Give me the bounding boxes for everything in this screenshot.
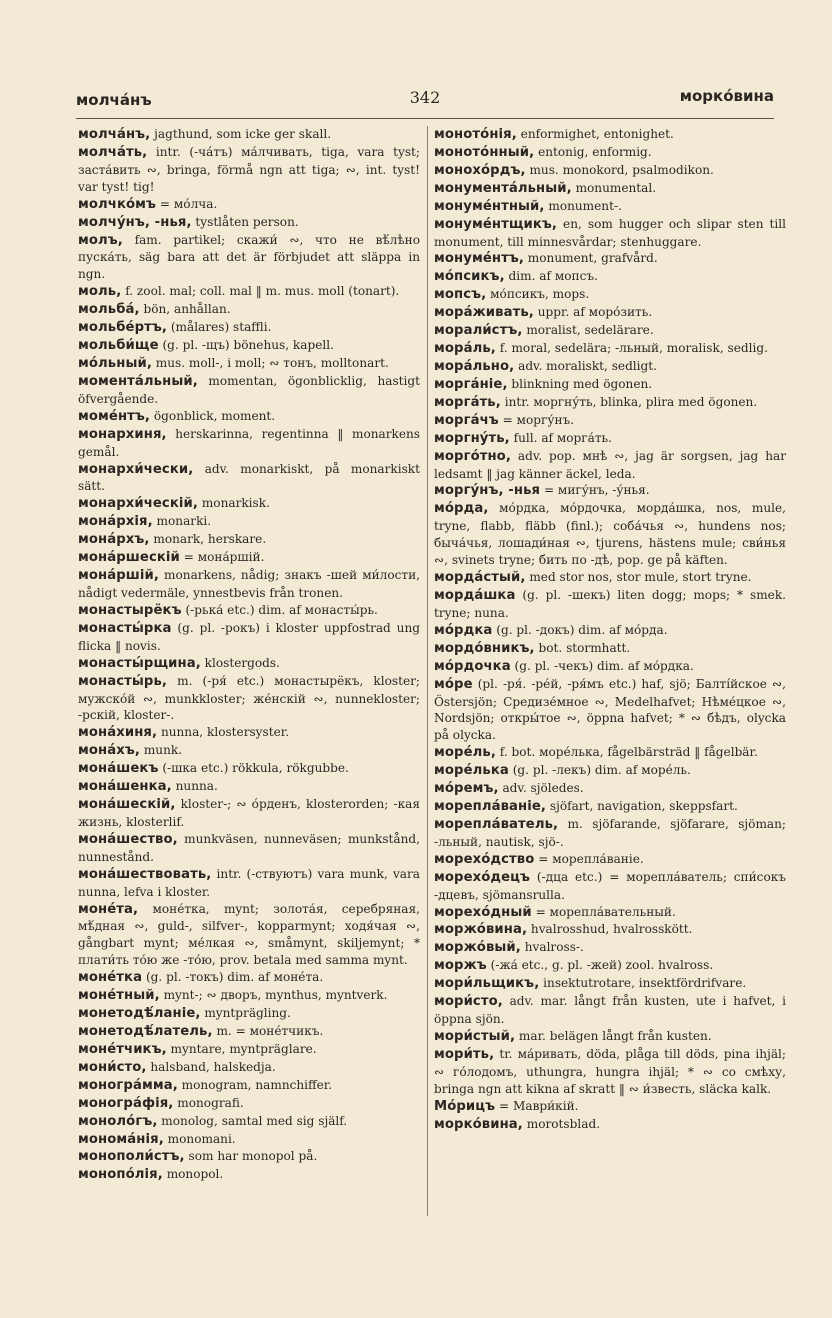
entry-definition: monolog, samtal med sig själf.: [157, 1113, 348, 1128]
entry-definition: = моргу́нъ.: [498, 412, 575, 427]
entry-headword: моржъ: [434, 958, 487, 974]
entry-headword: монархи́ческій,: [78, 496, 198, 512]
entry-headword: моногра́мма,: [78, 1077, 178, 1093]
dictionary-entry: [434, 798, 786, 816]
entry-definition: (g. pl. -чекъ) dim. af мо́рдка.: [510, 658, 694, 673]
dictionary-entry: [434, 957, 786, 975]
dictionary-entry: [78, 126, 420, 144]
entry-definition: momentan, ögonblicklig, hastigt öfvergående.: [78, 373, 420, 406]
entry-headword: монуме́нтщикъ,: [434, 216, 558, 232]
dictionary-entry: [434, 430, 786, 448]
page-header: [76, 84, 774, 119]
entry-definition: hvalrosshud, hvalrosskött.: [527, 922, 693, 937]
entry-headword: морга́ніе,: [434, 376, 508, 392]
entry-headword: моноло́гъ,: [78, 1113, 158, 1129]
entry-headword: моногра́фія,: [78, 1095, 174, 1111]
entry-headword: мона́шествовать,: [78, 866, 212, 882]
entry-definition: adv. mar. långt från kusten, ute i hafvet, i öppna sjön.: [434, 994, 786, 1027]
entry-headword: мона́хиня,: [78, 725, 158, 741]
header-last-word: морко́вина: [679, 87, 774, 105]
entry-headword: монархиня,: [78, 426, 167, 442]
dictionary-entry: [434, 358, 786, 376]
entry-headword: мо́рда,: [434, 501, 489, 517]
dictionary-entry: [78, 283, 420, 301]
left-column: [78, 126, 420, 1184]
entry-headword: монопо́лія,: [78, 1167, 163, 1183]
entry-headword: мольби́ще: [78, 338, 159, 354]
entry-definition: intr. (-ча́тъ) ма́лчивать, tiga, vara tyst; заста́вить ∾, bringa, förmå ngn att tiga; ∾, int. tyst! var tyst! tig!: [78, 144, 420, 194]
dictionary-entry: [434, 816, 786, 851]
entry-headword: мона́шенка,: [78, 779, 172, 795]
entry-headword: морга́чъ: [434, 412, 499, 428]
entry-definition: herskarinna, regentinna ‖ monarkens gemål.: [78, 426, 420, 459]
entry-headword: монетодѣ́латель,: [78, 1024, 213, 1040]
entry-definition: fam. partikel; скажи́ ∾, что не вѣ́лѣно пуска́ть, säg bara att det är förbjudet att släppa in ngn.: [78, 232, 420, 282]
entry-headword: моль,: [78, 284, 122, 300]
entry-headword: мона́хъ,: [78, 743, 140, 759]
entry-headword: мона́шекъ: [78, 761, 159, 777]
dictionary-entry: [434, 500, 786, 569]
entry-headword: моржо́вина,: [434, 922, 528, 938]
dictionary-entry: [78, 620, 420, 655]
dictionary-entry: [434, 1028, 786, 1046]
entry-definition: adv. pop. мнѣ ∾, jag är sorgsen, jag har ledsamt ‖ jag känner äckel, leda.: [434, 448, 786, 481]
dictionary-entry: [434, 268, 786, 286]
entry-headword: моне́тка: [78, 970, 143, 986]
dictionary-entry: [78, 373, 420, 408]
entry-definition: morotsblad.: [522, 1116, 601, 1131]
entry-headword: мона́ршескій: [78, 550, 180, 566]
entry-headword: монасты́рщина,: [78, 655, 201, 671]
entry-headword: морко́вина,: [434, 1116, 523, 1132]
dictionary-entry: [78, 513, 420, 531]
dictionary-entry: [434, 250, 786, 268]
entry-headword: морехо́дный: [434, 904, 532, 920]
dictionary-entry: [78, 232, 420, 284]
dictionary-entry: [434, 1098, 786, 1116]
entry-definition: dim. af мопсъ.: [504, 269, 598, 284]
dictionary-entry: [78, 319, 420, 337]
entry-headword: моме́нтъ,: [78, 408, 151, 424]
entry-headword: молча́нъ,: [78, 127, 151, 142]
entry-definition: mus. monokord, psalmodikon.: [525, 162, 714, 177]
entry-definition: monark, herskare.: [149, 532, 267, 547]
entry-definition: monarkens, nådig; знакъ -шей ми́лости, nådigt vedermäle, ynnestbevis från tronen.: [78, 568, 420, 600]
entry-headword: моржо́вый,: [434, 940, 521, 956]
dictionary-entry: [434, 198, 786, 216]
dictionary-entry: [434, 482, 786, 500]
dictionary-entry: [434, 676, 786, 745]
dictionary-entry: [434, 180, 786, 198]
entry-definition: = Маври́кій.: [495, 1098, 579, 1113]
entry-definition: (g. pl. -токъ) dim. af моне́та.: [142, 970, 324, 985]
entry-headword: монохо́рдъ,: [434, 162, 526, 178]
dictionary-entry: [78, 567, 420, 602]
dictionary-entry: [78, 531, 420, 549]
entry-definition: intr. моргну́ть, blinka, plira med ögonen.: [500, 394, 758, 409]
entry-definition: kloster-; ∾ о́рденъ, klosterorden; -кая жизнь, klosterlif.: [78, 797, 420, 829]
entry-headword: мо́рдка: [434, 622, 493, 638]
entry-headword: Мо́рицъ: [434, 1098, 496, 1114]
entry-headword: моне́тчикъ,: [78, 1041, 167, 1057]
dictionary-entry: [434, 993, 786, 1028]
dictionary-entry: [434, 921, 786, 939]
dictionary-entry: [78, 969, 420, 987]
entry-headword: морепла́ватель,: [434, 816, 559, 832]
dictionary-entry: [78, 866, 420, 901]
entry-definition: моне́тка, mynt; золота́я, серебряная, мѣ́дная ∾, guld-, silfver-, kopparmynt; ходя́чая ∾, gångbart mynt; ме́лкая ∾, småmynt, skiljemynt; * плати́ть то́ю же -то́ю, prov. betala med samma mynt.: [78, 901, 420, 968]
dictionary-entry: [434, 975, 786, 993]
entry-headword: море́лька: [434, 763, 509, 779]
dictionary-entry: [78, 831, 420, 866]
dictionary-entry: [434, 939, 786, 957]
dictionary-entry: [78, 1059, 420, 1077]
entry-headword: мора́льно,: [434, 358, 515, 374]
entry-definition: nunna, klostersyster.: [157, 725, 290, 740]
dictionary-entry: [78, 1041, 420, 1059]
entry-definition: intr. (-ствуютъ) vara munk, vara nunna, lefva i kloster.: [78, 866, 420, 899]
entry-definition: en, som hugger och slipar sten till monument, till minnesvårdar; stenhuggare.: [434, 216, 786, 249]
dictionary-entry: [78, 673, 420, 725]
entry-definition: monomani.: [163, 1131, 236, 1146]
entry-headword: монуме́нтный,: [434, 198, 545, 214]
entry-definition: (g. pl. -рокъ) i kloster uppfostrad ung flicka ‖ novis.: [78, 620, 420, 653]
dictionary-entry: [434, 622, 786, 640]
entry-headword: мона́ршій,: [78, 568, 159, 584]
entry-definition: bön, anhållan.: [139, 302, 231, 317]
dictionary-entry: [434, 569, 786, 587]
dictionary-entry: [78, 144, 420, 196]
entry-definition: (-дца etc.) = морепла́ватель; спи́сокъ -дцевъ, sjömansrulla.: [434, 869, 786, 902]
entry-headword: молчу́нъ, -нья,: [78, 214, 192, 230]
entry-definition: ögonblick, moment.: [150, 408, 276, 423]
entry-definition: monument, grafvård.: [523, 251, 658, 266]
dictionary-entry: [78, 495, 420, 513]
entry-headword: мони́сто,: [78, 1059, 147, 1075]
entry-headword: мори́сто,: [434, 994, 503, 1010]
entry-headword: монасты́рка: [78, 620, 172, 636]
entry-headword: моното́нія,: [434, 127, 517, 142]
entry-headword: мора́ль,: [434, 341, 496, 357]
dictionary-entry: [434, 304, 786, 322]
dictionary-entry: [434, 340, 786, 358]
entry-definition: мо́рдка, мо́рдочка, морда́шка, nos, mule, tryne, flabb, fläbb (finl.); соба́чья ∾, hundens nos; быча́чья, лошади́ная ∾, tjurens, hästens mule; сви́нья ∾, svinets tryne; бить по -дѣ, pop. ge på käften.: [434, 501, 786, 568]
dictionary-entry: [78, 196, 420, 214]
entry-definition: monogram, namnchiffer.: [177, 1077, 333, 1092]
entry-headword: молча́ть,: [78, 144, 148, 160]
dictionary-entry: [78, 1095, 420, 1113]
entry-headword: моргу́нъ, -нья: [434, 483, 541, 499]
entry-headword: мо́псикъ,: [434, 269, 505, 285]
dictionary-entry: [434, 904, 786, 922]
entry-headword: мори́ть,: [434, 1046, 495, 1062]
dictionary-entry: [434, 448, 786, 483]
entry-headword: мона́шество,: [78, 831, 178, 847]
dictionary-entry: [78, 1166, 420, 1184]
dictionary-entry: [434, 658, 786, 676]
entry-headword: моргну́ть,: [434, 430, 510, 446]
entry-definition: = мо́лча.: [156, 196, 218, 211]
entry-headword: монархи́чески,: [78, 461, 194, 477]
entry-headword: монасты́рь,: [78, 673, 168, 689]
entry-headword: мольба́,: [78, 302, 140, 318]
entry-headword: мори́льщикъ,: [434, 976, 540, 992]
dictionary-entry: [78, 214, 420, 232]
dictionary-entry: [434, 762, 786, 780]
entry-definition: mar. belägen långt från kusten.: [515, 1029, 712, 1044]
entry-definition: hvalross-.: [520, 940, 584, 955]
entry-headword: монумента́льный,: [434, 180, 572, 196]
dictionary-entry: [78, 1148, 420, 1166]
dictionary-entry: [78, 796, 420, 831]
entry-definition: klostergods.: [200, 655, 280, 670]
entry-definition: munkväsen, nunneväsen; munkstånd, nunnestånd.: [78, 831, 420, 864]
entry-headword: мордо́вникъ,: [434, 640, 535, 656]
entry-definition: monografi.: [173, 1095, 244, 1110]
entry-definition: tystlåten person.: [191, 214, 299, 229]
entry-headword: морехо́дство: [434, 851, 535, 867]
entry-headword: мори́стый,: [434, 1029, 516, 1045]
entry-headword: мона́шескій,: [78, 797, 176, 813]
dictionary-entry: [434, 744, 786, 762]
entry-definition: (målares) staffli.: [167, 320, 272, 335]
entry-definition: f. bot. море́лька, fågelbärsträd ‖ fågelbär.: [495, 745, 758, 760]
dictionary-entry: [78, 337, 420, 355]
entry-definition: bot. stormhatt.: [534, 640, 631, 655]
entry-headword: молчко́мъ: [78, 196, 157, 212]
entry-definition: f. zool. mal; coll. mal ‖ m. mus. moll (tonart).: [121, 284, 400, 299]
dictionary-entry: [78, 655, 420, 673]
entry-definition: nunna.: [171, 779, 218, 794]
entry-headword: мо́ремъ,: [434, 781, 499, 797]
entry-definition: blinkning med ögonen.: [507, 376, 653, 391]
entry-definition: adv. monarkiskt, på monarkiskt sätt.: [78, 461, 420, 494]
entry-definition: jagthund, som icke ger skall.: [150, 127, 332, 141]
entry-definition: halsband, halskedja.: [146, 1059, 276, 1074]
dictionary-entry: [78, 461, 420, 496]
dictionary-entry: [434, 1046, 786, 1098]
dictionary-entry: [78, 1113, 420, 1131]
dictionary-entry: [78, 1005, 420, 1023]
entry-definition: (-шка etc.) rökkula, rökgubbe.: [158, 761, 349, 776]
dictionary-entry: [434, 1116, 786, 1134]
entry-headword: мона́рхъ,: [78, 532, 150, 548]
entry-definition: insektutrotare, insektfördrifvare.: [539, 976, 747, 991]
entry-definition: (g. pl. -щъ) bönehus, kapell.: [158, 338, 334, 353]
dictionary-entry: [434, 869, 786, 904]
dictionary-entry: [434, 412, 786, 430]
entry-headword: морда́шка: [434, 587, 516, 603]
entry-headword: моното́нный,: [434, 144, 535, 160]
entry-headword: монополи́стъ,: [78, 1149, 185, 1165]
entry-headword: моментáльный,: [78, 373, 198, 389]
entry-definition: enformighet, entonighet.: [516, 127, 674, 141]
entry-headword: мона́рхія,: [78, 514, 153, 530]
dictionary-entry: [434, 587, 786, 622]
entry-headword: море́ль,: [434, 745, 496, 761]
dictionary-entry: [78, 778, 420, 796]
entry-definition: munk.: [139, 743, 183, 758]
entry-definition: monarki.: [152, 514, 212, 529]
entry-headword: морали́стъ,: [434, 323, 523, 339]
entry-headword: монастырёкъ: [78, 602, 182, 618]
entry-definition: tr. ма́ривать, döda, plåga till döds, pina ihjäl; ∾ го́лодомъ, uthungra, hungra ihjäl; * ∾ со смѣху, bringa ngn att kikna af skratt ‖ ∾ и́звесть, släcka kalk.: [434, 1046, 786, 1096]
entry-headword: морго́тно,: [434, 448, 511, 464]
dictionary-entry: [434, 286, 786, 304]
entry-headword: морепла́ваніе,: [434, 799, 547, 815]
dictionary-entry: [434, 851, 786, 869]
dictionary-entry: [78, 987, 420, 1005]
entry-definition: (-жа́ etc., g. pl. -жей) zool. hvalross.: [486, 958, 714, 973]
entry-headword: мо́льный,: [78, 355, 152, 371]
dictionary-entry: [78, 1023, 420, 1041]
dictionary-entry: [434, 394, 786, 412]
entry-headword: мо́ре: [434, 676, 473, 692]
entry-definition: m. (-ря́ etc.) монастырёкъ, kloster; мужско́й ∾, munkkloster; же́нскій ∾, nunnekloster; -рскій, kloster-.: [78, 673, 420, 723]
entry-definition: monopol.: [162, 1167, 224, 1182]
entry-definition: = мигу́нъ, -у́нья.: [540, 483, 650, 498]
entry-headword: монетодѣ́ланіе,: [78, 1006, 201, 1022]
dictionary-entry: [434, 640, 786, 658]
entry-definition: m. sjöfarande, sjöfarare, sjöman; -льный, nautisk, sjö-.: [434, 816, 786, 849]
entry-definition: (g. pl. -лекъ) dim. af море́ль.: [508, 763, 691, 778]
page-number: 342: [409, 88, 441, 107]
dictionary-entry: [78, 1077, 420, 1095]
entry-definition: (-рька́ etc.) dim. af монасты́рь.: [181, 602, 378, 617]
entry-definition: som har monopol på.: [184, 1149, 318, 1164]
dictionary-entry: [78, 901, 420, 970]
entry-headword: мора́живать,: [434, 305, 534, 321]
entry-headword: мольбе́ртъ,: [78, 320, 167, 336]
entry-definition: adv. sjöledes.: [498, 781, 584, 796]
dictionary-entry: [434, 126, 786, 144]
dictionary-entry: [434, 376, 786, 394]
column-divider: [427, 126, 428, 1216]
entry-headword: мопсъ,: [434, 287, 487, 303]
dictionary-entry: [78, 355, 420, 373]
entry-definition: moralist, sedelärare.: [522, 323, 654, 338]
dictionary-entry: [78, 301, 420, 319]
entry-headword: мо́рдочка: [434, 658, 511, 674]
dictionary-entry: [78, 1131, 420, 1149]
dictionary-entry: [434, 322, 786, 340]
dictionary-entry: [78, 426, 420, 461]
entry-definition: monarkisk.: [197, 496, 270, 511]
entry-definition: = морепла́вательный.: [531, 904, 676, 919]
entry-headword: мономáнія,: [78, 1131, 164, 1147]
entry-headword: морга́ть,: [434, 394, 501, 410]
entry-headword: моне́тный,: [78, 988, 160, 1004]
entry-definition: = морепла́ваніе.: [534, 851, 644, 866]
header-first-word: молча́нъ: [76, 91, 152, 109]
entry-definition: sjöfart, navigation, skeppsfart.: [546, 799, 738, 814]
entry-definition: мо́псикъ, mops.: [486, 287, 590, 302]
entry-definition: f. moral, sedelära; -льный, moralisk, sedlig.: [495, 341, 768, 356]
right-column: [434, 126, 786, 1134]
dictionary-entry: [78, 724, 420, 742]
entry-definition: myntprägling.: [200, 1006, 291, 1021]
entry-definition: = мона́ршій.: [179, 550, 265, 565]
dictionary-entry: [434, 780, 786, 798]
entry-headword: морехо́децъ: [434, 869, 531, 885]
dictionary-entry: [78, 742, 420, 760]
entry-definition: mynt-; ∾ дворъ, mynthus, myntverk.: [159, 988, 388, 1003]
entry-definition: full. af морга́ть.: [509, 430, 612, 445]
entry-definition: mus. moll-, i moll; ∾ тонъ, molltonart.: [151, 355, 389, 370]
entry-definition: myntare, myntpräglare.: [166, 1041, 317, 1056]
entry-definition: (pl. -ря́. -ре́й, -ря́мъ etc.) haf, sjö; Балті́йское ∾, Östersjön; Средизе́мное ∾, Medelhafvet; Нѣме́цкое ∾, Nordsjön; откры́тое ∾, öppna hafvet; * ∾ бѣдъ, olycka på olycka.: [434, 676, 786, 743]
dictionary-entry: [78, 549, 420, 567]
entry-definition: (g. pl. -шекъ) liten dogg; mops; * smek. tryne; nuna.: [434, 587, 786, 620]
dictionary-entry: [434, 216, 786, 251]
entry-definition: monumental.: [571, 180, 657, 195]
entry-definition: uppr. af моро́зить.: [533, 305, 653, 320]
entry-definition: (g. pl. -докъ) dim. af мо́рда.: [492, 622, 668, 637]
entry-definition: entonig, enformig.: [534, 144, 652, 159]
entry-definition: adv. moraliskt, sedligt.: [514, 358, 657, 373]
dictionary-entry: [78, 408, 420, 426]
dictionary-entry: [434, 162, 786, 180]
entry-headword: морда́стый,: [434, 570, 526, 586]
entry-definition: m. = моне́тчикъ.: [212, 1024, 324, 1039]
entry-headword: моне́та,: [78, 901, 139, 917]
entry-definition: monument-.: [544, 198, 622, 213]
dictionary-entry: [78, 602, 420, 620]
entry-definition: med stor nos, stor mule, stort tryne.: [525, 570, 752, 585]
dictionary-entry: [434, 144, 786, 162]
entry-headword: молъ,: [78, 232, 123, 248]
entry-headword: монуме́нтъ,: [434, 251, 524, 267]
dictionary-entry: [78, 760, 420, 778]
